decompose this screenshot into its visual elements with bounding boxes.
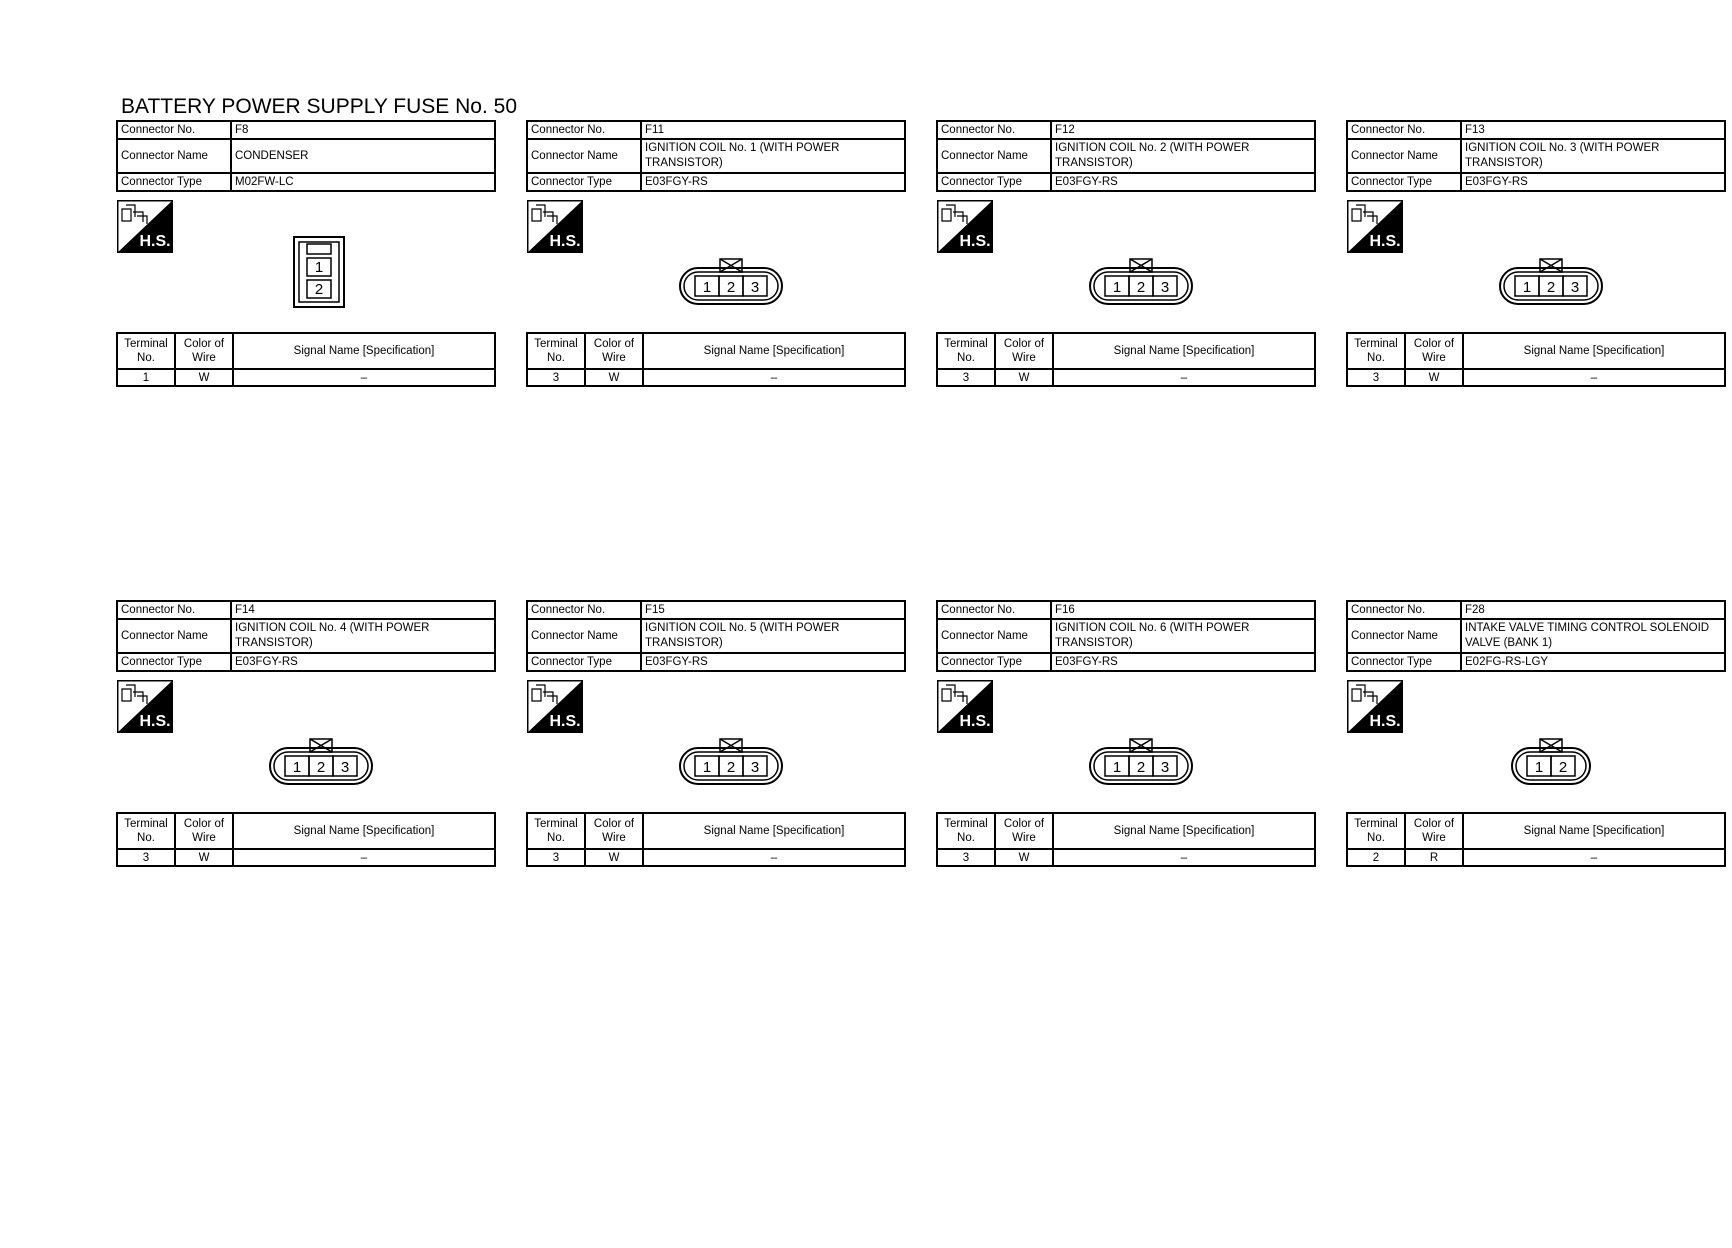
terminal-no-header: Terminal No.: [937, 333, 995, 369]
signal-name-cell: –: [233, 849, 495, 866]
terminal-no-cell: 3: [527, 849, 585, 866]
connector-name-value: IGNITION COIL No. 6 (WITH POWER TRANSISTOR): [1051, 619, 1315, 653]
connector-face-diagram: [526, 230, 906, 330]
pin-label: 2: [316, 759, 326, 776]
pin-label: 1: [292, 759, 302, 776]
table-row: [1347, 369, 1725, 386]
connector-no-value: F11: [641, 121, 905, 139]
connector-type-value: E03FGY-RS: [1051, 653, 1315, 671]
signal-name-header: Signal Name [Specification]: [643, 813, 905, 849]
wire-color-header: Color of Wire: [175, 813, 233, 849]
connector-name-value: IGNITION COIL No. 2 (WITH POWER TRANSISTOR): [1051, 139, 1315, 173]
connector-name-value: IGNITION COIL No. 3 (WITH POWER TRANSISTOR): [1461, 139, 1725, 173]
connector-info-table: [116, 120, 496, 192]
connector-type-value: E03FGY-RS: [1051, 173, 1315, 191]
hs-label: H.S.: [139, 713, 171, 730]
connector-name-label: Connector Name: [527, 139, 641, 173]
connector-face-diagram: [116, 230, 496, 330]
pin-label: 1: [1112, 759, 1122, 776]
wire-color-cell: W: [995, 369, 1053, 386]
connector-card: [116, 120, 496, 387]
terminal-no-header: Terminal No.: [527, 813, 585, 849]
connector-name-label: Connector Name: [937, 619, 1051, 653]
connector-card: [936, 600, 1316, 867]
signal-name-cell: –: [1053, 369, 1315, 386]
terminal-no-header: Terminal No.: [527, 333, 585, 369]
terminal-table: [526, 812, 906, 867]
table-row: [527, 369, 905, 386]
wire-color-cell: W: [585, 849, 643, 866]
hs-label: H.S.: [1369, 713, 1401, 730]
connector-face-diagram: [1346, 230, 1726, 330]
hs-label: H.S.: [959, 713, 991, 730]
terminal-no-cell: 1: [117, 369, 175, 386]
connector-type-value: E03FGY-RS: [231, 653, 495, 671]
connector-info-table: [936, 120, 1316, 192]
terminal-no-cell: 3: [117, 849, 175, 866]
table-row: [937, 849, 1315, 866]
connector-card: [116, 600, 496, 867]
connector-no-value: F28: [1461, 601, 1725, 619]
connector-name-label: Connector Name: [117, 619, 231, 653]
signal-name-header: Signal Name [Specification]: [1053, 813, 1315, 849]
connector-no-label: Connector No.: [1347, 601, 1461, 619]
wire-color-cell: R: [1405, 849, 1463, 866]
wire-color-header: Color of Wire: [585, 813, 643, 849]
terminal-no-cell: 3: [1347, 369, 1405, 386]
pin-label: 2: [1546, 279, 1556, 296]
terminal-table: [116, 332, 496, 387]
table-row: [937, 369, 1315, 386]
table-row: [1347, 849, 1725, 866]
connector-type-label: Connector Type: [527, 173, 641, 191]
wire-color-header: Color of Wire: [175, 333, 233, 369]
connector-type-label: Connector Type: [937, 173, 1051, 191]
connector-card: [526, 120, 906, 387]
table-row: [117, 369, 495, 386]
connector-info-table: [116, 600, 496, 672]
connector-type-label: Connector Type: [1347, 173, 1461, 191]
connector-type-value: E03FGY-RS: [641, 653, 905, 671]
connector-name-value: IGNITION COIL No. 4 (WITH POWER TRANSISTOR): [231, 619, 495, 653]
pin-label: 1: [1522, 279, 1532, 296]
terminal-no-cell: 3: [937, 849, 995, 866]
connector-name-value: IGNITION COIL No. 1 (WITH POWER TRANSISTOR): [641, 139, 905, 173]
signal-name-cell: –: [1463, 849, 1725, 866]
terminal-no-header: Terminal No.: [1347, 333, 1405, 369]
connector-face-diagram: [116, 710, 496, 810]
pin-label: 3: [1570, 279, 1580, 296]
connector-no-label: Connector No.: [117, 121, 231, 139]
connector-no-value: F16: [1051, 601, 1315, 619]
connector-no-value: F13: [1461, 121, 1725, 139]
connector-no-label: Connector No.: [527, 601, 641, 619]
signal-name-header: Signal Name [Specification]: [1463, 813, 1725, 849]
signal-name-cell: –: [1463, 369, 1725, 386]
wire-color-header: Color of Wire: [1405, 333, 1463, 369]
connector-info-table: [526, 600, 906, 672]
pin-label: 2: [314, 281, 324, 298]
pin-label: 2: [726, 279, 736, 296]
connector-card: [936, 120, 1316, 387]
connector-name-label: Connector Name: [1347, 139, 1461, 173]
terminal-no-cell: 2: [1347, 849, 1405, 866]
hs-label: H.S.: [959, 233, 991, 250]
terminal-table: [936, 332, 1316, 387]
connector-type-label: Connector Type: [117, 653, 231, 671]
connector-type-label: Connector Type: [527, 653, 641, 671]
connector-info-table: [526, 120, 906, 192]
connector-info-table: [1346, 120, 1726, 192]
table-row: [527, 849, 905, 866]
pin-label: 3: [1160, 759, 1170, 776]
connector-no-label: Connector No.: [117, 601, 231, 619]
signal-name-cell: –: [233, 369, 495, 386]
pin-label: 1: [1534, 759, 1544, 776]
connector-face-diagram: [936, 230, 1316, 330]
signal-name-header: Signal Name [Specification]: [643, 333, 905, 369]
wire-color-header: Color of Wire: [1405, 813, 1463, 849]
connector-type-value: E02FG-RS-LGY: [1461, 653, 1725, 671]
connector-name-value: IGNITION COIL No. 5 (WITH POWER TRANSISTOR): [641, 619, 905, 653]
terminal-no-header: Terminal No.: [937, 813, 995, 849]
pin-label: 3: [1160, 279, 1170, 296]
connector-type-value: M02FW-LC: [231, 173, 495, 191]
connector-no-value: F12: [1051, 121, 1315, 139]
terminal-no-header: Terminal No.: [117, 333, 175, 369]
wire-color-cell: W: [585, 369, 643, 386]
terminal-no-header: Terminal No.: [1347, 813, 1405, 849]
signal-name-cell: –: [643, 369, 905, 386]
table-row: [117, 849, 495, 866]
hs-label: H.S.: [549, 233, 581, 250]
connector-info-table: [1346, 600, 1726, 672]
connector-name-value: INTAKE VALVE TIMING CONTROL SOLENOID VALVE (BANK 1): [1461, 619, 1725, 653]
wire-color-header: Color of Wire: [585, 333, 643, 369]
terminal-table: [936, 812, 1316, 867]
connector-no-value: F14: [231, 601, 495, 619]
pin-label: 1: [1112, 279, 1122, 296]
pin-label: 3: [340, 759, 350, 776]
wire-color-cell: W: [175, 849, 233, 866]
connector-type-label: Connector Type: [1347, 653, 1461, 671]
pin-label: 1: [702, 759, 712, 776]
connector-name-label: Connector Name: [937, 139, 1051, 173]
terminal-no-cell: 3: [937, 369, 995, 386]
terminal-no-cell: 3: [527, 369, 585, 386]
connector-face-diagram: [1346, 710, 1726, 810]
connector-name-label: Connector Name: [1347, 619, 1461, 653]
connector-info-table: [936, 600, 1316, 672]
wire-color-header: Color of Wire: [995, 333, 1053, 369]
signal-name-header: Signal Name [Specification]: [1053, 333, 1315, 369]
connector-type-label: Connector Type: [937, 653, 1051, 671]
pin-label: 1: [314, 259, 324, 276]
pin-label: 2: [1136, 759, 1146, 776]
connector-type-label: Connector Type: [117, 173, 231, 191]
hs-label: H.S.: [139, 233, 171, 250]
signal-name-cell: –: [1053, 849, 1315, 866]
connector-card: [1346, 600, 1726, 867]
wire-color-cell: W: [175, 369, 233, 386]
pin-label: 2: [726, 759, 736, 776]
wire-color-cell: W: [1405, 369, 1463, 386]
pin-label: 1: [702, 279, 712, 296]
connector-name-label: Connector Name: [527, 619, 641, 653]
pin-label: 3: [750, 759, 760, 776]
pin-label: 2: [1558, 759, 1568, 776]
connector-face-diagram: [936, 710, 1316, 810]
hs-label: H.S.: [549, 713, 581, 730]
pin-label: 3: [750, 279, 760, 296]
connector-card: [526, 600, 906, 867]
connector-face-diagram: [526, 710, 906, 810]
signal-name-header: Signal Name [Specification]: [233, 813, 495, 849]
connector-type-value: E03FGY-RS: [641, 173, 905, 191]
connector-no-value: F8: [231, 121, 495, 139]
connector-name-label: Connector Name: [117, 139, 231, 173]
connector-no-label: Connector No.: [937, 601, 1051, 619]
connector-no-label: Connector No.: [937, 121, 1051, 139]
wire-color-cell: W: [995, 849, 1053, 866]
hs-label: H.S.: [1369, 233, 1401, 250]
page-title: BATTERY POWER SUPPLY FUSE No. 50: [121, 95, 518, 118]
terminal-table: [526, 332, 906, 387]
terminal-no-header: Terminal No.: [117, 813, 175, 849]
connector-type-value: E03FGY-RS: [1461, 173, 1725, 191]
connector-no-label: Connector No.: [1347, 121, 1461, 139]
connector-card: [1346, 120, 1726, 387]
terminal-table: [116, 812, 496, 867]
pin-label: 2: [1136, 279, 1146, 296]
connector-no-label: Connector No.: [527, 121, 641, 139]
wire-color-header: Color of Wire: [995, 813, 1053, 849]
connector-name-value: CONDENSER: [231, 139, 495, 173]
connector-no-value: F15: [641, 601, 905, 619]
terminal-table: [1346, 332, 1726, 387]
terminal-table: [1346, 812, 1726, 867]
signal-name-header: Signal Name [Specification]: [1463, 333, 1725, 369]
signal-name-cell: –: [643, 849, 905, 866]
signal-name-header: Signal Name [Specification]: [233, 333, 495, 369]
